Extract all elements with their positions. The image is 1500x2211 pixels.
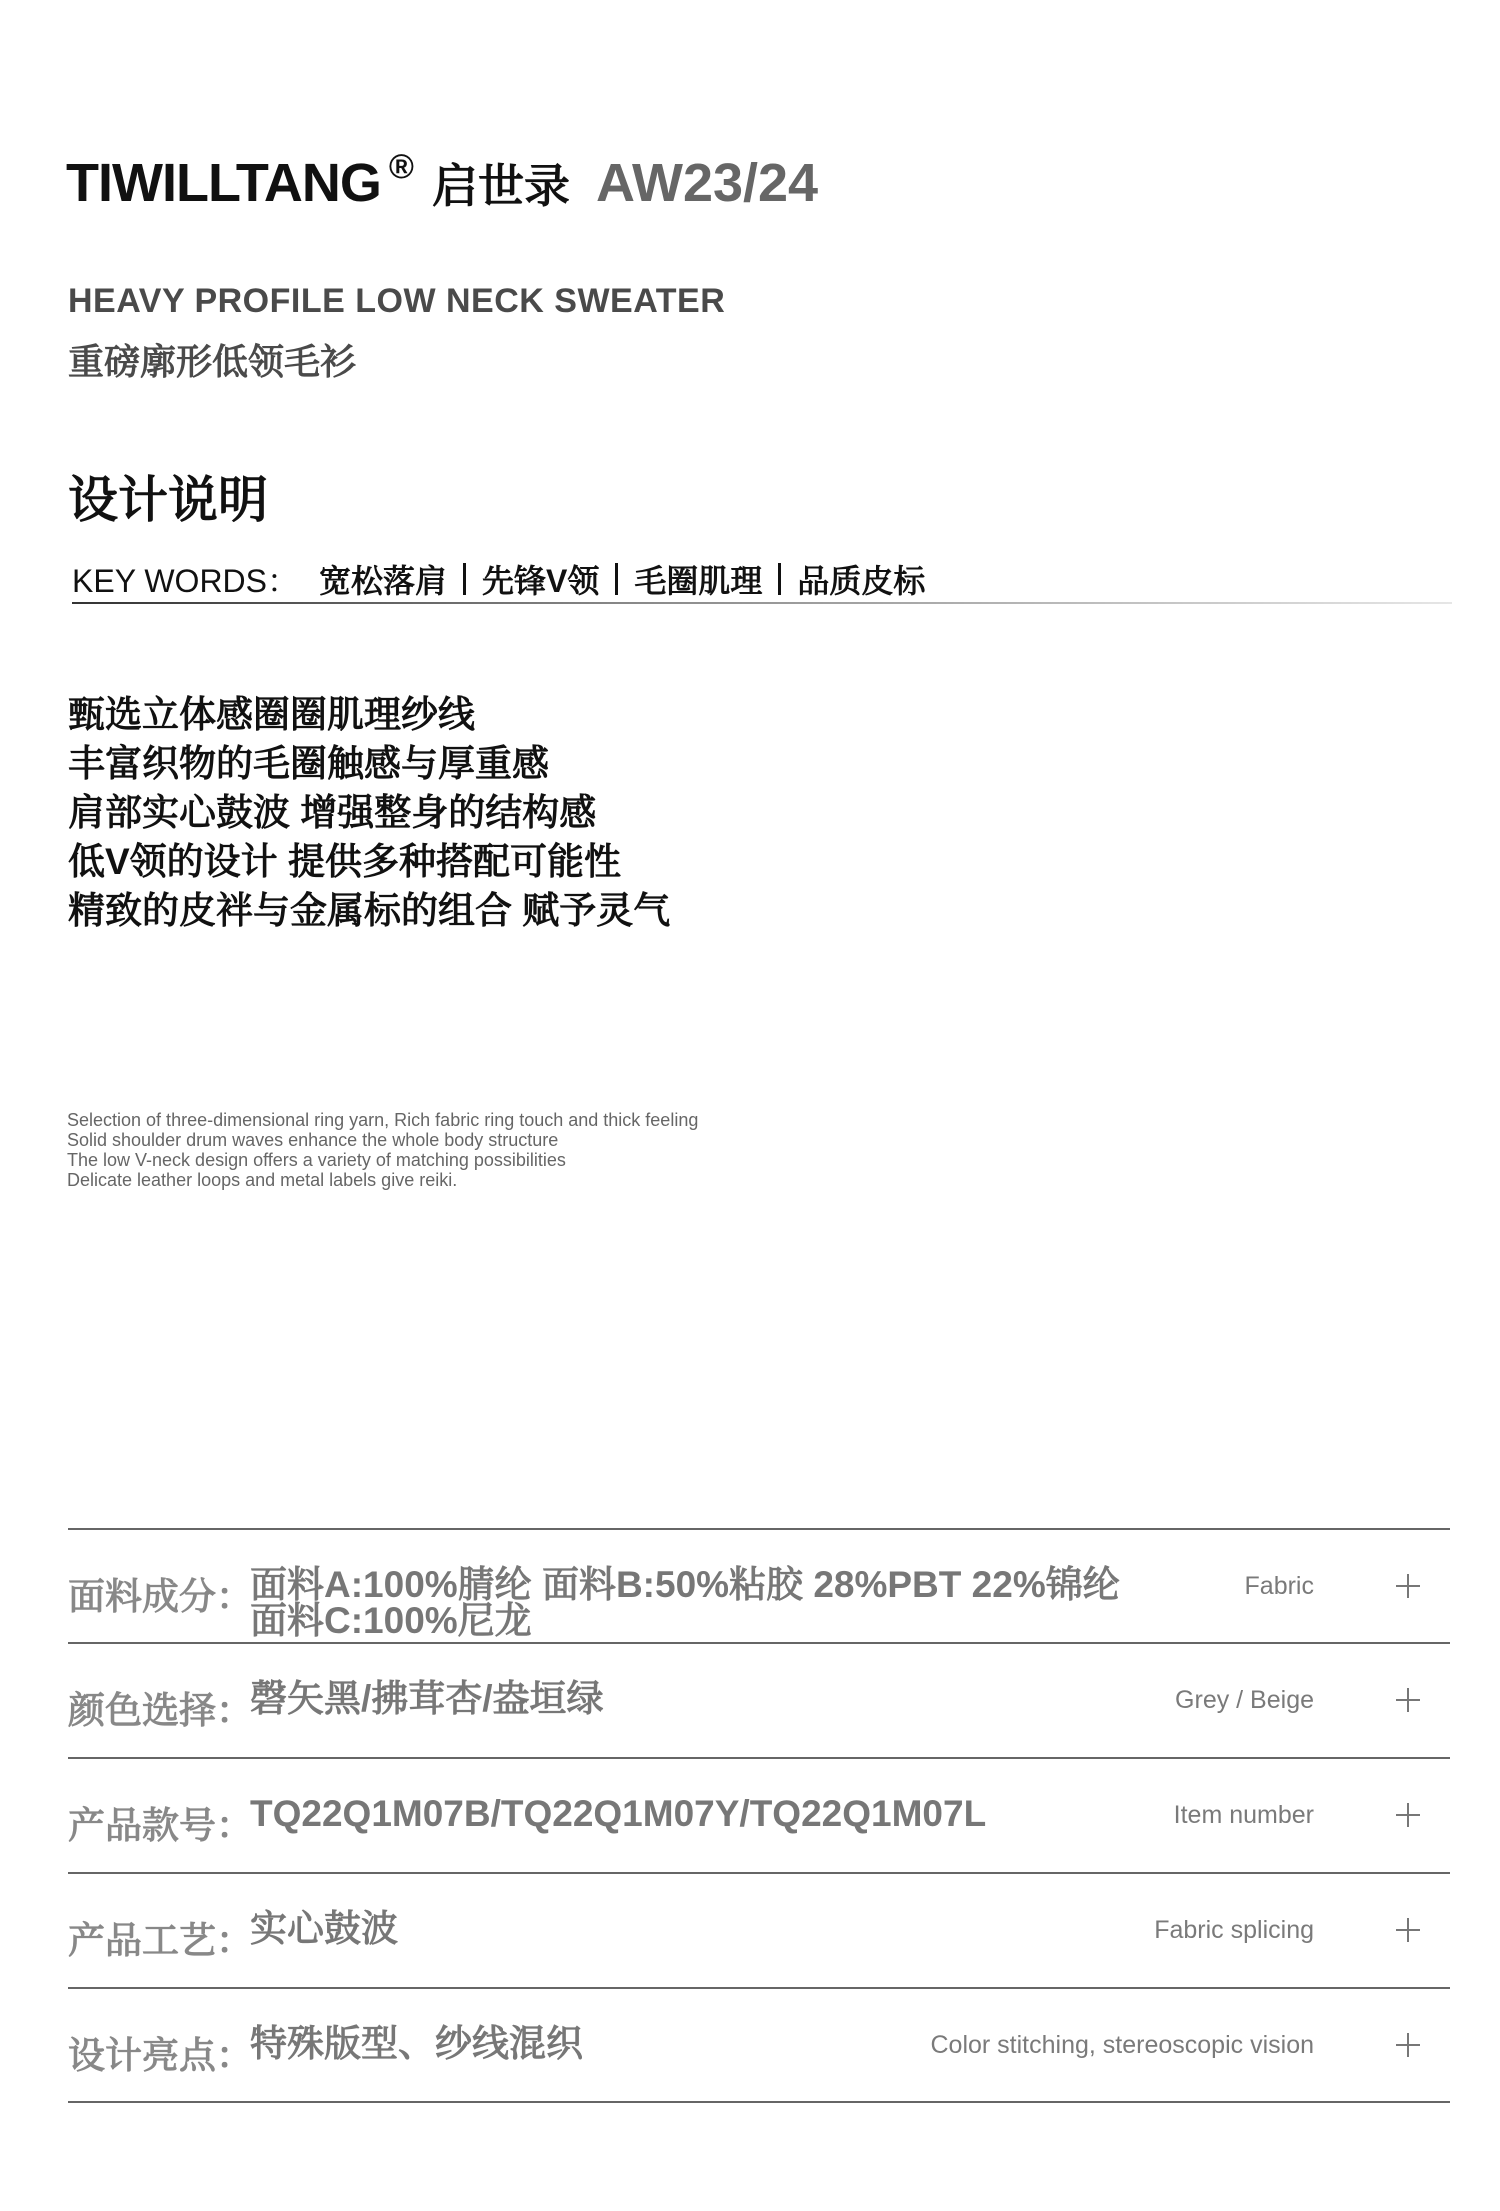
plus-icon[interactable] (1396, 1918, 1420, 1942)
description-line: 肩部实心鼓波 增强整身的结构感 (68, 792, 597, 833)
plus-icon[interactable] (1396, 1803, 1420, 1827)
keyword: 毛圈肌理 (634, 563, 763, 599)
description-en-line: Solid shoulder drum waves enhance the whole body structure (67, 1130, 559, 1150)
spec-label-en: Color stitching, stereoscopic vision (930, 2031, 1314, 2059)
description-line: 低V领的设计 提供多种搭配可能性 (68, 841, 621, 882)
product-title-cn: 重磅廓形低领毛衫 (68, 341, 357, 382)
description-line: 丰富织物的毛圈触感与厚重感 (68, 743, 549, 784)
product-title-en: HEAVY PROFILE LOW NECK SWEATER (68, 282, 726, 320)
spec-list (68, 1528, 1450, 2103)
spec-label-en: Fabric (1244, 1572, 1314, 1600)
spec-label: 颜色选择： (68, 1690, 253, 1731)
spec-row-color[interactable] (68, 1642, 1450, 1757)
design-heading: 设计说明 (68, 472, 268, 528)
design-description-en (67, 1110, 698, 1190)
spec-label: 产品款号： (68, 1805, 253, 1846)
brand-header (66, 148, 818, 218)
keyword: 品质皮标 (797, 563, 926, 599)
spec-row-craft[interactable] (68, 1872, 1450, 1987)
description-line: 精致的皮袢与金属标的组合 赋予灵气 (68, 890, 671, 931)
keyword-divider (615, 563, 618, 595)
spec-label-en: Item number (1173, 1801, 1314, 1829)
design-description-cn (68, 690, 670, 935)
spec-label: 设计亮点： (68, 2035, 253, 2076)
description-en-line: Delicate leather loops and metal labels give reiki. (67, 1170, 458, 1190)
keyword-divider (463, 563, 466, 595)
keywords-row (72, 556, 925, 602)
keyword: 先锋V领 (482, 563, 600, 599)
plus-icon[interactable] (1396, 1574, 1420, 1598)
spec-value: 面料C:100%尼龙 (250, 1600, 532, 1641)
plus-icon[interactable] (1396, 2033, 1420, 2057)
season-label: AW23/24 (595, 153, 819, 213)
spec-value: 特殊版型、纱线混织 (250, 2023, 583, 2064)
spec-row-item-number[interactable] (68, 1757, 1450, 1872)
plus-icon[interactable] (1396, 1688, 1420, 1712)
registered-mark: ® (388, 147, 414, 186)
brand-logo: TIWILLTANG (66, 153, 381, 213)
spec-label: 面料成分： (68, 1576, 253, 1617)
keywords-label: KEY WORDS： (72, 563, 300, 599)
keywords-underline (72, 602, 1452, 604)
spec-value: 实心鼓波 (250, 1908, 398, 1949)
description-line: 甄选立体感圈圈肌理纱线 (68, 694, 475, 735)
brand-name-cn: 启世录 (431, 160, 570, 212)
keyword-divider (778, 563, 781, 595)
keyword: 宽松落肩 (319, 563, 448, 599)
description-en-line: The low V-neck design offers a variety of matching possibilities (67, 1150, 566, 1170)
spec-label: 产品工艺： (68, 1920, 253, 1961)
spec-label-en: Fabric splicing (1154, 1916, 1314, 1944)
spec-value: 磬矢黑/拂茸杏/盎垣绿 (250, 1678, 604, 1719)
spec-row-fabric[interactable] (68, 1528, 1450, 1642)
spec-value: TQ22Q1M07B/TQ22Q1M07Y/TQ22Q1M07L (250, 1793, 987, 1834)
spec-label-en: Grey / Beige (1175, 1686, 1314, 1714)
spec-row-highlights[interactable] (68, 1987, 1450, 2103)
description-en-line: Selection of three-dimensional ring yarn, Rich fabric ring touch and thick feeling (67, 1110, 699, 1130)
spec-value: 面料A:100%腈纶 面料B:50%粘胶 28%PBT 22%锦纶 (250, 1564, 1120, 1605)
